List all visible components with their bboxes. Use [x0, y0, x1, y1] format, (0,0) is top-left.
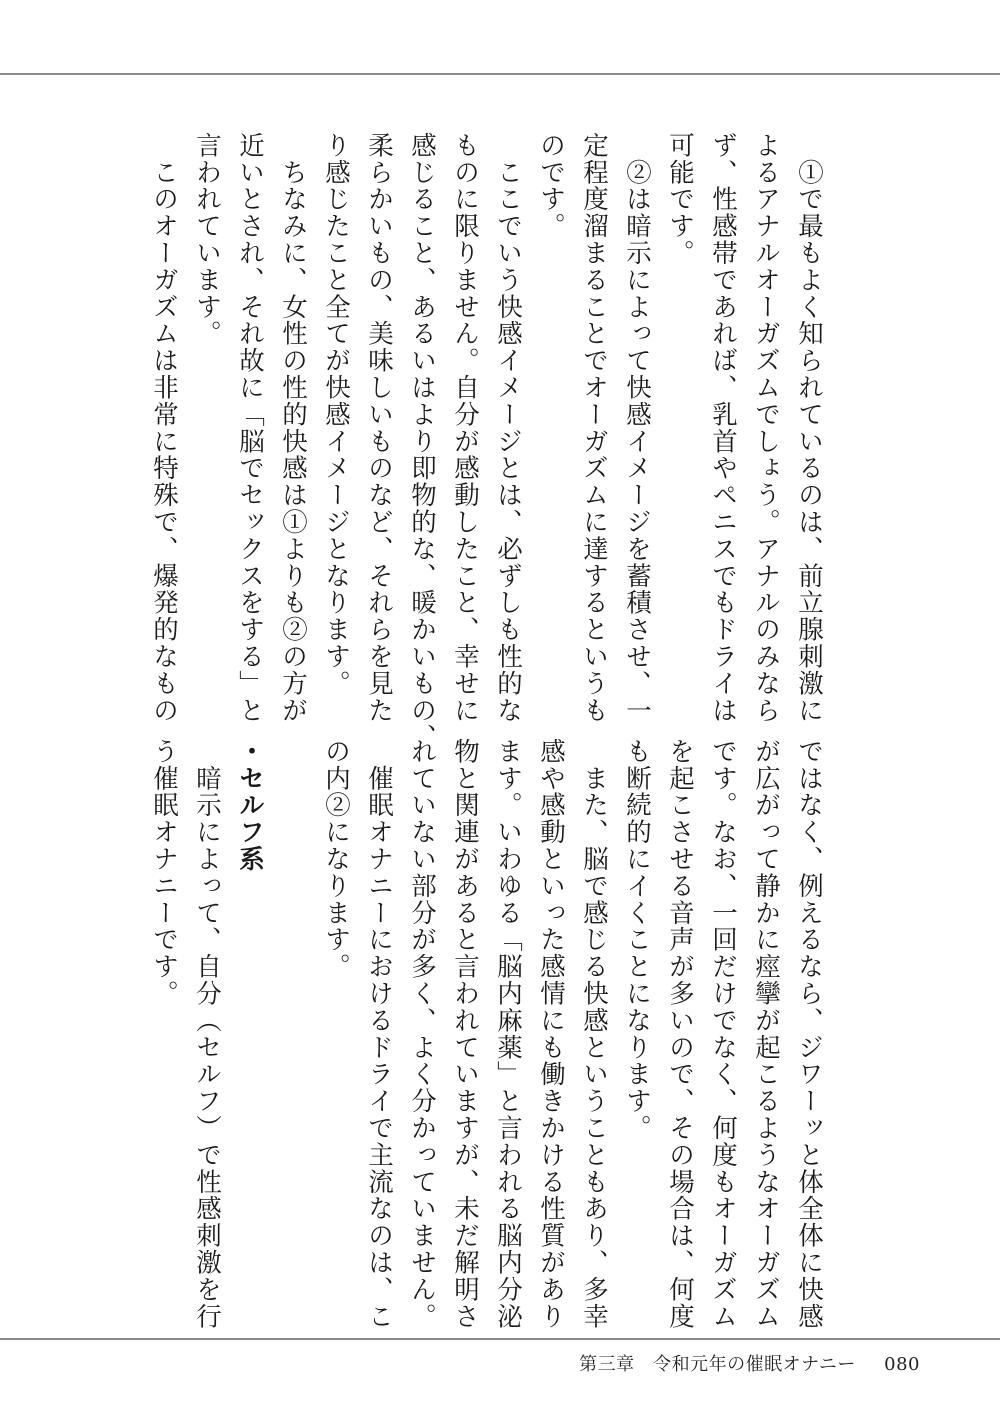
- text-line: 定程度溜まることでオーガズムに達するというも: [579, 132, 609, 724]
- text-line: ものに限りません。自分が感動したこと、幸せに: [450, 132, 480, 724]
- text-line: ここでいう快感イメージとは、必ずしも性的な: [493, 132, 523, 724]
- top-rule: [0, 73, 1000, 75]
- page-number: 080: [884, 1354, 920, 1375]
- text-line: 催眠オナニーにおけるドライで主流なのは、こ: [364, 738, 394, 1330]
- text-line: よるアナルオーガズムでしょう。アナルのみなら: [751, 132, 781, 724]
- text-line: の内②になります。: [321, 738, 351, 981]
- text-line: も断続的にイくことになります。: [622, 738, 652, 1142]
- text-line: ではなく、例えるなら、ジワーッと体全体に快感: [794, 738, 824, 1330]
- text-line: 暗示によって、自分（セルフ）で性感刺激を行: [192, 738, 222, 1330]
- text-line: です。なお、一回だけでなく、何度もオーガズム: [708, 738, 738, 1330]
- upper-text-block: [149, 132, 830, 751]
- text-line: が広がって静かに痙攣が起こるようなオーガズム: [751, 738, 781, 1330]
- lower-text-block: [149, 738, 830, 1330]
- text-line: を起こさせる音声が多いので、その場合は、何度: [665, 738, 695, 1330]
- text-line: ます。いわゆる「脳内麻薬」と言われる脳内分泌: [493, 738, 523, 1330]
- text-line: 言われています。: [192, 132, 222, 348]
- text-line: また、脳で感じる快感ということもあり、多幸: [579, 738, 609, 1330]
- text-line: このオーガズムは非常に特殊で、爆発的なもの: [149, 132, 179, 724]
- text-line: ①で最もよく知られているのは、前立腺刺激に: [794, 132, 824, 724]
- text-line: のです。: [536, 132, 566, 240]
- text-line: れていない部分が多く、よく分かっていません。: [407, 738, 437, 1330]
- text-line: ②は暗示によって快感イメージを蓄積させ、一: [622, 132, 652, 724]
- text-line: 近いとされ、それ故に「脳でセックスをする」と: [235, 132, 265, 724]
- page-footer: [579, 1350, 920, 1376]
- section-heading: ・セルフ系: [235, 738, 265, 873]
- text-line: 柔らかいもの、美味しいものなど、それらを見た: [364, 132, 394, 724]
- text-line: 感じること、あるいはより即物的な、暖かいもの、: [407, 132, 437, 751]
- text-line: 感や感動といった感情にも働きかける性質があり: [536, 738, 566, 1330]
- text-line: う催眠オナニーです。: [149, 738, 179, 1007]
- text-line: 物と関連があると言われていますが、未だ解明さ: [450, 738, 480, 1330]
- text-line: ちなみに、女性の性的快感は①よりも②の方が: [278, 132, 308, 724]
- bottom-rule: [0, 1338, 1000, 1340]
- text-line: り感じたこと全てが快感イメージとなります。: [321, 132, 351, 697]
- text-line: 可能です。: [665, 132, 695, 267]
- chapter-title: 第三章 令和元年の催眠オナニー: [579, 1354, 856, 1375]
- text-line: ず、性感帯であれば、乳首やペニスでもドライは: [708, 132, 738, 724]
